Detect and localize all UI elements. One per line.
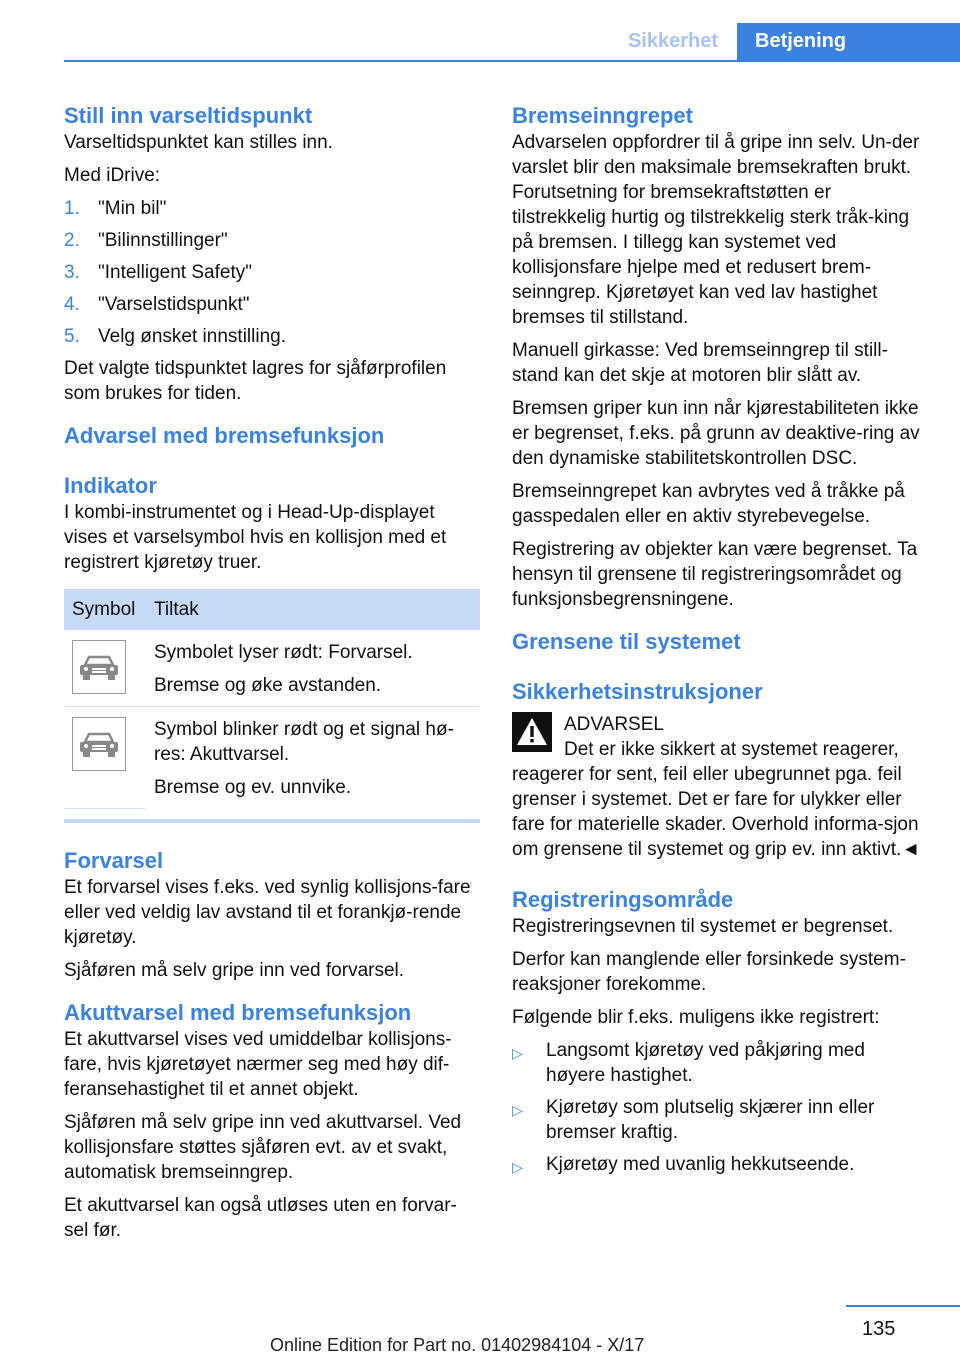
para-brems-4: Bremseinngrepet kan avbrytes ved å tråkke på gasspedalen eller en aktiv styrebevegelse. <box>512 481 905 527</box>
car-warning-icon <box>72 717 126 771</box>
warning-body: reagerer for sent, feil eller ubegrunnet pga. feil grenser i systemet. Det er fare for ulykker eller fare for materielle skader. Overhold informa‐sjon om grensene til systemet og grip ev. inn aktivt.◄ <box>512 764 921 860</box>
para-brems-5: Registrering av objekter kan være begrenset. Ta hensyn til grensene til registreringsområdet og funksjonsbegrensningene. <box>512 539 918 610</box>
para-forvarsel-2: Sjåføren må selv gripe inn ved forvarsel. <box>64 959 405 981</box>
para-forvarsel-1: Et forvarsel vises f.eks. ved synlig kollisjons‐fare eller ved veldig lav avstand til et forankjø‐rende kjøretøy. <box>64 876 471 948</box>
warning-line: Det er ikke sikkert at systemet reagerer, <box>564 739 899 760</box>
step-text: Velg ønsket innstilling. <box>98 326 286 347</box>
warning-title: ADVARSEL <box>564 714 664 735</box>
action-line: Bremse og øke avstanden. <box>154 675 382 696</box>
heading-indikator: Indikator <box>64 473 157 498</box>
list-item <box>512 1038 928 1088</box>
step-number: 4. <box>64 294 80 315</box>
left-column <box>64 102 480 1251</box>
warning-triangle-icon <box>512 712 552 752</box>
step-number: 3. <box>64 262 80 283</box>
table-row <box>64 630 480 707</box>
step-number: 2. <box>64 230 80 251</box>
header-tab-sikkerhet[interactable]: Sikkerhet <box>627 30 719 52</box>
para-reg-3: Følgende blir f.eks. muligens ikke registrert: <box>512 1007 880 1028</box>
symbol-cell <box>64 630 146 707</box>
para-brems-3: Bremsen griper kun inn når kjørestabiliteten ikke er begrenset, f.eks. på grunn av deaktive‐ring av den dynamiske stabilitetskontrollen DSC. <box>512 398 920 469</box>
heading-bremseinngrepet: Bremseinngrepet <box>512 103 693 128</box>
para-idrive: Med iDrive: <box>64 165 161 186</box>
action-line: Symbol blinker rødt og et signal hø‐res: Akuttvarsel. <box>154 719 454 765</box>
para-akutt-1: Et akuttvarsel vises ved umiddelbar kollisjons‐fare, hvis kjøretøyet nærmer seg med høy dif‐feransehastighet til et annet objekt. <box>64 1028 452 1100</box>
action-line: Bremse og ev. unnvike. <box>154 777 352 798</box>
heading-sikkerhetsinstruksjoner: Sikkerhetsinstruksjoner <box>512 679 763 704</box>
table-row <box>64 707 480 809</box>
para-akutt-3: Et akuttvarsel kan også utløses uten en forvar‐sel før. <box>64 1194 457 1241</box>
heading-akuttvarsel: Akuttvarsel med bremsefunksjon <box>64 999 412 1025</box>
footer-rule <box>846 1305 960 1307</box>
table-end-rule <box>64 819 480 823</box>
right-column <box>512 102 928 1187</box>
list-item-text: Kjøretøy som plutselig skjærer inn eller bremser kraftig. <box>546 1097 875 1143</box>
para-akutt-2: Sjåføren må selv gripe inn ved akuttvarsel. Ved kollisjonsfare støttes sjåføren evt. av et svakt, automatisk bremseinngrep. <box>64 1111 462 1183</box>
para-brems-2: Manuell girkasse: Ved bremseinngrep til still‐stand kan det skje at motoren blir slått av. <box>512 340 888 386</box>
list-item <box>512 1152 928 1180</box>
col-header-symbol: Symbol <box>64 589 146 630</box>
page-number: 135 <box>862 1318 896 1340</box>
heading-registreringsomrade: Registreringsområde <box>512 887 734 912</box>
step-text: "Varselstidspunkt" <box>98 294 250 315</box>
step-text: "Bilinnstillinger" <box>98 230 228 251</box>
action-cell <box>146 707 480 809</box>
step-item <box>64 228 480 253</box>
para-still: Varseltidspunktet kan stilles inn. <box>64 132 333 153</box>
para-indikator: I kombi-instrumentet og i Head-Up-displayet vises et varselsymbol hvis en kollisjon med et registrert kjøretøy truer. <box>64 502 447 573</box>
step-number: 1. <box>64 198 80 219</box>
action-line: Symbolet lyser rødt: Forvarsel. <box>154 642 413 663</box>
bullet-triangle-icon: ▷ <box>512 1102 523 1118</box>
list-item-text: Langsomt kjøretøy ved påkjøring med høyere hastighet. <box>546 1040 865 1086</box>
bullet-triangle-icon: ▷ <box>512 1045 523 1061</box>
action-cell <box>146 630 480 707</box>
heading-grensene: Grensene til systemet <box>512 629 741 654</box>
para-reg-1: Registreringsevnen til systemet er begrenset. <box>512 916 894 937</box>
step-text: "Min bil" <box>98 198 167 219</box>
step-text: "Intelligent Safety" <box>98 262 252 283</box>
step-number: 5. <box>64 326 80 347</box>
bullet-triangle-icon: ▷ <box>512 1159 523 1175</box>
heading-still-inn: Still inn varseltidspunkt <box>64 103 313 128</box>
idrive-steps <box>64 196 480 349</box>
warning-block <box>512 712 928 762</box>
step-item <box>64 324 480 349</box>
para-lagres: Det valgte tidspunktet lagres for sjåførprofilen som brukes for tiden. <box>64 358 447 404</box>
para-reg-2: Derfor kan manglende eller forsinkede system‐reaksjoner forekomme. <box>512 949 906 995</box>
para-brems-1: Advarselen oppfordrer til å gripe inn selv. Un‐der varslet blir den maksimale bremsekraften brukt. Forutsetning for bremsekraftstøtten er tilstrekkelig hurtig og tilstrekkelig sterk tråk‐king på bremsen. I tillegg kan systemet ved kollisjonsfare hjelpe med et redusert brem‐seinngrep. Kjøretøyet kan ved lav hastighet bremses til stillstand. <box>512 132 920 328</box>
list-item <box>512 1095 928 1145</box>
table-header-row <box>64 589 480 630</box>
step-item <box>64 260 480 285</box>
warning-text <box>564 712 899 762</box>
col-header-tiltak: Tiltak <box>146 589 480 630</box>
bullet-list <box>512 1038 928 1180</box>
symbol-cell <box>64 707 146 809</box>
edition-footer: Online Edition for Part no. 01402984104 - X/17 <box>270 1335 645 1355</box>
heading-forvarsel: Forvarsel <box>64 847 164 873</box>
step-item <box>64 196 480 221</box>
header-tab-betjening[interactable]: Betjening <box>737 23 960 60</box>
header-rule <box>64 60 960 62</box>
heading-advarsel: Advarsel med bremsefunksjon <box>64 423 385 448</box>
step-item <box>64 292 480 317</box>
symbol-table <box>64 589 480 809</box>
car-warning-icon <box>72 640 126 694</box>
list-item-text: Kjøretøy med uvanlig hekkutseende. <box>546 1154 855 1175</box>
